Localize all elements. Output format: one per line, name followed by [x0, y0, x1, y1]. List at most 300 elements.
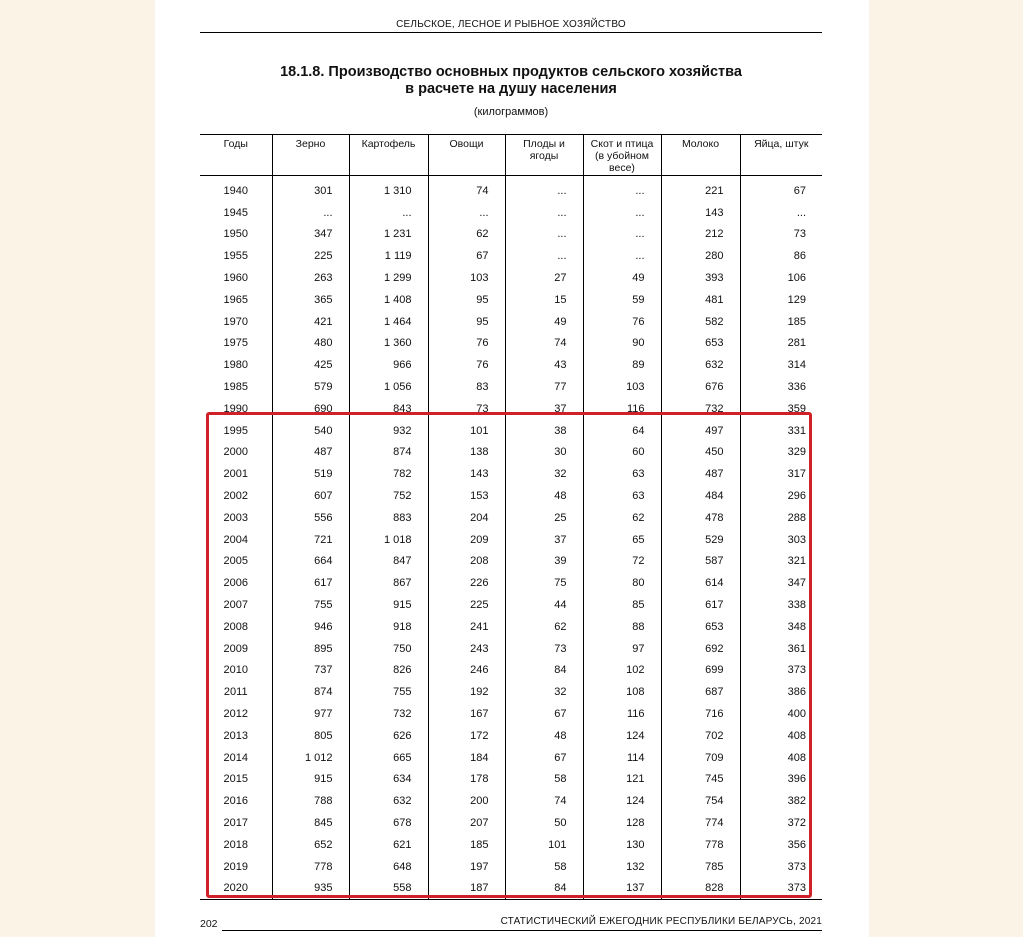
value-cell: 632 — [349, 790, 428, 812]
value-cell: 72 — [583, 551, 661, 573]
value-cell: 102 — [583, 660, 661, 682]
value-cell: 124 — [583, 790, 661, 812]
value-cell: 80 — [583, 572, 661, 594]
value-cell: 614 — [661, 572, 740, 594]
value-cell: 221 — [661, 176, 740, 202]
value-cell: 116 — [583, 703, 661, 725]
value-cell: 49 — [583, 267, 661, 289]
value-cell: 63 — [583, 463, 661, 485]
table-row — [200, 681, 822, 703]
value-cell: 373 — [740, 878, 822, 900]
value-cell: 653 — [661, 333, 740, 355]
value-cell: 579 — [272, 376, 349, 398]
value-cell: 67 — [505, 747, 583, 769]
value-cell: 782 — [349, 463, 428, 485]
column-header: Плоды и ягоды — [505, 135, 583, 176]
table-row — [200, 660, 822, 682]
value-cell: 932 — [349, 420, 428, 442]
value-cell: 338 — [740, 594, 822, 616]
value-cell: 450 — [661, 442, 740, 464]
value-cell: 331 — [740, 420, 822, 442]
year-cell: 2008 — [223, 620, 248, 633]
value-cell: 114 — [583, 747, 661, 769]
value-cell: 935 — [272, 878, 349, 900]
value-cell: 745 — [661, 769, 740, 791]
value-cell: 847 — [349, 551, 428, 573]
value-cell: 88 — [583, 616, 661, 638]
value-cell: 895 — [272, 638, 349, 660]
year-cell: 1985 — [223, 381, 248, 394]
table-title — [200, 64, 822, 98]
value-cell: 129 — [740, 289, 822, 311]
value-cell: 626 — [349, 725, 428, 747]
title-line-1: 18.1.8. Производство основных продуктов сельского хозяйства — [280, 64, 742, 80]
value-cell: 67 — [505, 703, 583, 725]
value-cell: 77 — [505, 376, 583, 398]
table-row — [200, 747, 822, 769]
table-body — [200, 176, 822, 900]
year-cell: 2003 — [223, 511, 248, 524]
value-cell: 89 — [583, 354, 661, 376]
table-header-row — [200, 135, 822, 176]
value-cell: 487 — [272, 442, 349, 464]
value-cell: 1 464 — [349, 311, 428, 333]
year-cell: 1965 — [223, 293, 248, 306]
year-cell: 2019 — [223, 860, 248, 873]
value-cell: 774 — [661, 812, 740, 834]
value-cell: ... — [583, 202, 661, 224]
value-cell: 1 360 — [349, 333, 428, 355]
value-cell: 153 — [428, 485, 505, 507]
table-row — [200, 267, 822, 289]
table-row — [200, 202, 822, 224]
value-cell: 400 — [740, 703, 822, 725]
value-cell: 540 — [272, 420, 349, 442]
value-cell: 208 — [428, 551, 505, 573]
running-head: СЕЛЬСКОЕ, ЛЕСНОЕ И РЫБНОЕ ХОЗЯЙСТВО — [396, 19, 626, 30]
value-cell: 106 — [740, 267, 822, 289]
value-cell: 883 — [349, 507, 428, 529]
value-cell: ... — [740, 202, 822, 224]
year-cell: 2000 — [223, 446, 248, 459]
value-cell: 1 299 — [349, 267, 428, 289]
year-cell: 1990 — [223, 402, 248, 415]
column-header: Картофель — [349, 135, 428, 176]
value-cell: 76 — [428, 354, 505, 376]
value-cell: 732 — [661, 398, 740, 420]
value-cell: 76 — [428, 333, 505, 355]
value-cell: 130 — [583, 834, 661, 856]
value-cell: 204 — [428, 507, 505, 529]
year-cell: 1955 — [223, 250, 248, 263]
table-row — [200, 442, 822, 464]
value-cell: 664 — [272, 551, 349, 573]
value-cell: 361 — [740, 638, 822, 660]
value-cell: 1 408 — [349, 289, 428, 311]
value-cell: 359 — [740, 398, 822, 420]
year-cell: 1945 — [223, 206, 248, 219]
value-cell: 874 — [272, 681, 349, 703]
value-cell: 678 — [349, 812, 428, 834]
table-row — [200, 224, 822, 246]
value-cell: 225 — [428, 594, 505, 616]
value-cell: 90 — [583, 333, 661, 355]
value-cell: 132 — [583, 856, 661, 878]
value-cell: 84 — [505, 878, 583, 900]
value-cell: 73 — [740, 224, 822, 246]
year-cell: 2016 — [223, 795, 248, 808]
value-cell: 421 — [272, 311, 349, 333]
value-cell: 207 — [428, 812, 505, 834]
value-cell: 607 — [272, 485, 349, 507]
value-cell: 408 — [740, 747, 822, 769]
table-row — [200, 176, 822, 202]
value-cell: 212 — [661, 224, 740, 246]
page-number: 202 — [200, 918, 218, 930]
value-cell: 634 — [349, 769, 428, 791]
table-row — [200, 420, 822, 442]
year-cell: 2001 — [223, 468, 248, 481]
value-cell: 755 — [349, 681, 428, 703]
value-cell: 95 — [428, 289, 505, 311]
value-cell: 138 — [428, 442, 505, 464]
value-cell: ... — [583, 245, 661, 267]
value-cell: 946 — [272, 616, 349, 638]
value-cell: 301 — [272, 176, 349, 202]
value-cell: ... — [583, 176, 661, 202]
value-cell: 788 — [272, 790, 349, 812]
value-cell: 750 — [349, 638, 428, 660]
table-row — [200, 769, 822, 791]
value-cell: 74 — [505, 790, 583, 812]
column-header: Зерно — [272, 135, 349, 176]
value-cell: 687 — [661, 681, 740, 703]
value-cell: 63 — [583, 485, 661, 507]
value-cell: 918 — [349, 616, 428, 638]
value-cell: 556 — [272, 507, 349, 529]
table-row — [200, 485, 822, 507]
value-cell: 65 — [583, 529, 661, 551]
value-cell: 48 — [505, 725, 583, 747]
column-header: Яйца, штук — [740, 135, 822, 176]
running-foot: СТАТИСТИЧЕСКИЙ ЕЖЕГОДНИК РЕСПУБЛИКИ БЕЛАРУСЬ, 2021 — [500, 916, 822, 927]
value-cell: 241 — [428, 616, 505, 638]
value-cell: 826 — [349, 660, 428, 682]
table-row — [200, 463, 822, 485]
value-cell: 187 — [428, 878, 505, 900]
units-label: (килограммов) — [473, 106, 549, 118]
value-cell: 172 — [428, 725, 505, 747]
table-row — [200, 638, 822, 660]
value-cell: 716 — [661, 703, 740, 725]
value-cell: 582 — [661, 311, 740, 333]
value-cell: 178 — [428, 769, 505, 791]
value-cell: 867 — [349, 572, 428, 594]
value-cell: ... — [583, 224, 661, 246]
value-cell: 58 — [505, 856, 583, 878]
value-cell: 60 — [583, 442, 661, 464]
table-row — [200, 812, 822, 834]
header-rule — [200, 32, 822, 33]
column-header: Молоко — [661, 135, 740, 176]
value-cell: 519 — [272, 463, 349, 485]
year-cell: 1960 — [223, 272, 248, 285]
table-row — [200, 245, 822, 267]
year-cell: 2009 — [223, 642, 248, 655]
value-cell: 676 — [661, 376, 740, 398]
value-cell: 915 — [272, 769, 349, 791]
value-cell: 62 — [583, 507, 661, 529]
value-cell: 185 — [740, 311, 822, 333]
table-row — [200, 572, 822, 594]
value-cell: 25 — [505, 507, 583, 529]
value-cell: 348 — [740, 616, 822, 638]
value-cell: 382 — [740, 790, 822, 812]
value-cell: 356 — [740, 834, 822, 856]
value-cell: 167 — [428, 703, 505, 725]
value-cell: 617 — [272, 572, 349, 594]
year-cell: 2011 — [223, 686, 248, 699]
value-cell: 480 — [272, 333, 349, 355]
value-cell: 296 — [740, 485, 822, 507]
value-cell: 32 — [505, 463, 583, 485]
table-row — [200, 878, 822, 900]
value-cell: 58 — [505, 769, 583, 791]
value-cell: 709 — [661, 747, 740, 769]
value-cell: 336 — [740, 376, 822, 398]
value-cell: 288 — [740, 507, 822, 529]
value-cell: 393 — [661, 267, 740, 289]
value-cell: 587 — [661, 551, 740, 573]
value-cell: 1 056 — [349, 376, 428, 398]
year-cell: 2010 — [223, 664, 248, 677]
value-cell: ... — [505, 176, 583, 202]
value-cell: 62 — [428, 224, 505, 246]
value-cell: 74 — [505, 333, 583, 355]
value-cell: 732 — [349, 703, 428, 725]
value-cell: 778 — [272, 856, 349, 878]
value-cell: 75 — [505, 572, 583, 594]
value-cell: 347 — [272, 224, 349, 246]
year-cell: 2004 — [223, 533, 248, 546]
value-cell: 754 — [661, 790, 740, 812]
year-cell: 1995 — [223, 424, 248, 437]
footer-rule — [222, 930, 822, 931]
year-cell: 2005 — [223, 555, 248, 568]
table-row — [200, 376, 822, 398]
value-cell: 487 — [661, 463, 740, 485]
table-row — [200, 311, 822, 333]
table-row — [200, 289, 822, 311]
value-cell: 966 — [349, 354, 428, 376]
value-cell: 785 — [661, 856, 740, 878]
value-cell: 621 — [349, 834, 428, 856]
value-cell: 396 — [740, 769, 822, 791]
year-cell: 2002 — [223, 490, 248, 503]
value-cell: 1 012 — [272, 747, 349, 769]
value-cell: 32 — [505, 681, 583, 703]
value-cell: 39 — [505, 551, 583, 573]
value-cell: 84 — [505, 660, 583, 682]
value-cell: 752 — [349, 485, 428, 507]
value-cell: 481 — [661, 289, 740, 311]
value-cell: 280 — [661, 245, 740, 267]
value-cell: 828 — [661, 878, 740, 900]
value-cell: 652 — [272, 834, 349, 856]
value-cell: ... — [349, 202, 428, 224]
table-row — [200, 790, 822, 812]
value-cell: 497 — [661, 420, 740, 442]
value-cell: 76 — [583, 311, 661, 333]
value-cell: 97 — [583, 638, 661, 660]
value-cell: 116 — [583, 398, 661, 420]
table-row — [200, 856, 822, 878]
year-cell: 2014 — [223, 751, 248, 764]
value-cell: 632 — [661, 354, 740, 376]
value-cell: 73 — [428, 398, 505, 420]
value-cell: 317 — [740, 463, 822, 485]
year-cell: 2007 — [223, 599, 248, 612]
value-cell: 408 — [740, 725, 822, 747]
value-cell: 648 — [349, 856, 428, 878]
value-cell: 386 — [740, 681, 822, 703]
value-cell: 197 — [428, 856, 505, 878]
value-cell: 690 — [272, 398, 349, 420]
table-row — [200, 594, 822, 616]
value-cell: 67 — [428, 245, 505, 267]
value-cell: 101 — [428, 420, 505, 442]
value-cell: 303 — [740, 529, 822, 551]
value-cell: 843 — [349, 398, 428, 420]
value-cell: ... — [272, 202, 349, 224]
year-cell: 2012 — [223, 708, 248, 721]
value-cell: 347 — [740, 572, 822, 594]
value-cell: 246 — [428, 660, 505, 682]
value-cell: 38 — [505, 420, 583, 442]
value-cell: 329 — [740, 442, 822, 464]
value-cell: ... — [505, 224, 583, 246]
table-row — [200, 333, 822, 355]
value-cell: 225 — [272, 245, 349, 267]
value-cell: 103 — [583, 376, 661, 398]
value-cell: 977 — [272, 703, 349, 725]
value-cell: 321 — [740, 551, 822, 573]
value-cell: 263 — [272, 267, 349, 289]
value-cell: 121 — [583, 769, 661, 791]
table-row — [200, 551, 822, 573]
value-cell: 699 — [661, 660, 740, 682]
value-cell: 101 — [505, 834, 583, 856]
year-cell: 1950 — [223, 228, 248, 241]
value-cell: 44 — [505, 594, 583, 616]
value-cell: 83 — [428, 376, 505, 398]
value-cell: 365 — [272, 289, 349, 311]
value-cell: 37 — [505, 529, 583, 551]
value-cell: 85 — [583, 594, 661, 616]
value-cell: 425 — [272, 354, 349, 376]
value-cell: 143 — [428, 463, 505, 485]
value-cell: 692 — [661, 638, 740, 660]
value-cell: 372 — [740, 812, 822, 834]
table-row — [200, 703, 822, 725]
value-cell: ... — [428, 202, 505, 224]
value-cell: 226 — [428, 572, 505, 594]
value-cell: 50 — [505, 812, 583, 834]
title-line-2: в расчете на душу населения — [405, 81, 617, 97]
value-cell: 915 — [349, 594, 428, 616]
year-cell: 2015 — [223, 773, 248, 786]
value-cell: 653 — [661, 616, 740, 638]
table-row — [200, 834, 822, 856]
value-cell: 48 — [505, 485, 583, 507]
year-cell: 2013 — [223, 729, 248, 742]
column-header: Годы — [200, 135, 272, 176]
value-cell: 484 — [661, 485, 740, 507]
table-row — [200, 616, 822, 638]
year-cell: 2006 — [223, 577, 248, 590]
value-cell: 86 — [740, 245, 822, 267]
value-cell: 529 — [661, 529, 740, 551]
value-cell: 558 — [349, 878, 428, 900]
value-cell: 73 — [505, 638, 583, 660]
value-cell: 1 231 — [349, 224, 428, 246]
value-cell: 778 — [661, 834, 740, 856]
value-cell: 37 — [505, 398, 583, 420]
value-cell: 185 — [428, 834, 505, 856]
value-cell: 373 — [740, 856, 822, 878]
year-cell: 2018 — [223, 838, 248, 851]
table-row — [200, 354, 822, 376]
value-cell: 59 — [583, 289, 661, 311]
value-cell: 43 — [505, 354, 583, 376]
value-cell: 805 — [272, 725, 349, 747]
value-cell: 192 — [428, 681, 505, 703]
column-header: Овощи — [428, 135, 505, 176]
value-cell: 137 — [583, 878, 661, 900]
value-cell: 67 — [740, 176, 822, 202]
table-row — [200, 507, 822, 529]
value-cell: ... — [505, 202, 583, 224]
value-cell: 108 — [583, 681, 661, 703]
value-cell: 845 — [272, 812, 349, 834]
value-cell: 128 — [583, 812, 661, 834]
year-cell: 2017 — [223, 817, 248, 829]
year-cell: 1980 — [223, 359, 248, 372]
value-cell: 209 — [428, 529, 505, 551]
value-cell: 702 — [661, 725, 740, 747]
value-cell: 755 — [272, 594, 349, 616]
value-cell: 874 — [349, 442, 428, 464]
year-cell: 1940 — [223, 184, 248, 197]
value-cell: 243 — [428, 638, 505, 660]
table-row — [200, 529, 822, 551]
value-cell: 124 — [583, 725, 661, 747]
value-cell: 27 — [505, 267, 583, 289]
value-cell: 200 — [428, 790, 505, 812]
value-cell: 721 — [272, 529, 349, 551]
value-cell: 30 — [505, 442, 583, 464]
value-cell: 737 — [272, 660, 349, 682]
value-cell: 143 — [661, 202, 740, 224]
value-cell: 184 — [428, 747, 505, 769]
value-cell: 15 — [505, 289, 583, 311]
value-cell: 74 — [428, 176, 505, 202]
table-row — [200, 398, 822, 420]
value-cell: 281 — [740, 333, 822, 355]
year-cell: 2020 — [200, 878, 272, 900]
statistics-table — [200, 134, 822, 900]
value-cell: 1 119 — [349, 245, 428, 267]
